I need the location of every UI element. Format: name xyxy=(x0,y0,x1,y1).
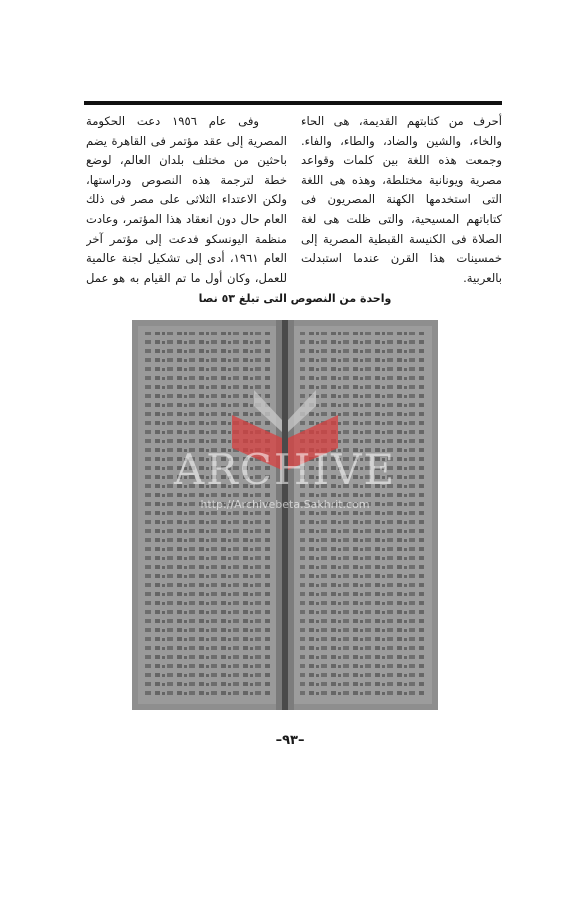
text-line: المصرية إلى عقد مؤتمر فى القاهرة يضم xyxy=(86,133,287,148)
watermark-text: ARCHIVE xyxy=(173,445,397,494)
photo-caption: واحدة من النصوص التى تبلغ ٥٣ نصا xyxy=(198,292,392,305)
text-line: ولكن الاعتداء الثلاثى على مصر فى ذلك xyxy=(86,192,287,207)
text-line: والخاء، والشين والضاد، والطاء، والفاء. xyxy=(301,133,502,148)
text-line: باحثين من مختلف بلدان العالم، لوضع xyxy=(86,153,287,168)
text-line: خطة لترجمة هذه النصوص ودراستها، xyxy=(86,172,287,187)
text-line: منظمة اليونسكو فدعت إلى مؤتمر آخر xyxy=(86,231,287,246)
header-rule xyxy=(84,101,502,105)
text-line: الصلاة فى الكنيسة القبطية المصرية إلى xyxy=(301,231,502,246)
text-line: خمسينات هذا القرن عندما استبدلت xyxy=(301,251,502,266)
text-line: وفى عام ١٩٥٦ دعت الحكومة xyxy=(86,114,259,128)
text-line: وجمعت هذه اللغة بين كلمات وقواعد xyxy=(301,153,502,168)
text-line: بالعربية. xyxy=(463,270,502,285)
text-line: العام ١٩٦١، أدى إلى تشكيل لجنة عالمية xyxy=(86,251,287,266)
text-line: كتاباتهم المسيحية، والتى ظلت هى لغة xyxy=(301,211,502,226)
manuscript-image xyxy=(132,320,438,710)
watermark-url: http://Archivebeta.Sakhrit.com xyxy=(200,498,370,511)
page-number: –٩٣– xyxy=(275,733,305,748)
manuscript-photo xyxy=(132,320,438,710)
text-line: مصرية ويونانية مختلطة، وهذه هى اللغة xyxy=(301,172,502,187)
text-line: للعمل، وكان أول ما تم القيام به هو عمل xyxy=(86,270,287,285)
text-line: العام حال دون انعقاد هذا المؤتمر، وعادت xyxy=(86,211,287,226)
text-line: أحرف من كتابتهم القديمة، هى الحاء xyxy=(301,114,502,128)
text-line: التى استخدمها الكهنة المصريون فى xyxy=(301,192,502,207)
text-column-right xyxy=(301,112,502,288)
text-column-left xyxy=(86,112,287,288)
